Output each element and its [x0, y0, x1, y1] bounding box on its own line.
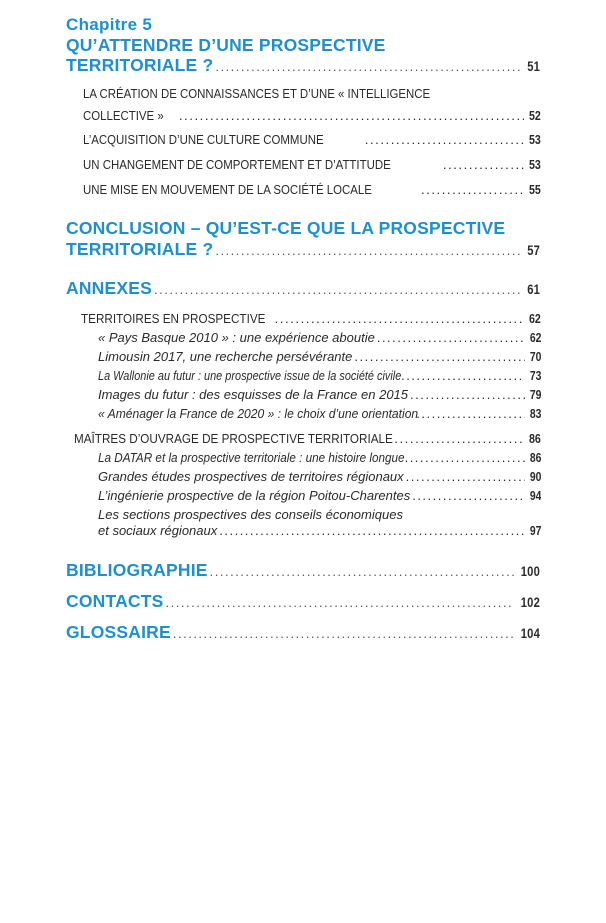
dot-leader — [377, 330, 525, 345]
annex-item-title-line1: Les sections prospectives des conseils économiques — [98, 507, 403, 522]
section-title: UN CHANGEMENT DE COMPORTEMENT ET D’ATTITUDE — [83, 157, 391, 172]
page-number: 94 — [529, 488, 541, 503]
conclusion-title-line2: TERRITORIALE ? — [66, 239, 214, 259]
section-title: UNE MISE EN MOUVEMENT DE LA SOCIÉTÉ LOCALE — [83, 182, 372, 197]
page-number: 83 — [529, 406, 541, 421]
section-title: COLLECTIVE » — [83, 108, 164, 123]
dot-leader — [215, 59, 522, 74]
page-number: 53 — [529, 157, 541, 172]
dot-leader — [275, 311, 525, 326]
toc-entry-annex-item[interactable] — [98, 469, 541, 484]
annexes-title: ANNEXES — [66, 278, 153, 298]
annex-item-title: Limousin 2017, une recherche persévérante — [98, 349, 353, 364]
dot-leader — [394, 431, 524, 446]
toc-entry-section[interactable] — [83, 182, 541, 197]
page-number: 62 — [529, 311, 541, 326]
annex-item-title: « Pays Basque 2010 » : une expérience aboutie — [98, 330, 375, 345]
toc-entry-annex-item[interactable] — [98, 450, 541, 465]
dot-leader — [406, 469, 525, 484]
toc-entry-chapter5[interactable] — [66, 55, 540, 76]
annex-item-title: Grandes études prospectives de territoires régionaux — [98, 469, 404, 484]
annex-item-title: Images du futur : des esquisses de la France en 2015 — [98, 387, 409, 402]
page-number: 102 — [520, 594, 540, 610]
toc-entry-contacts[interactable] — [66, 591, 540, 612]
toc-entry-conclusion[interactable] — [66, 239, 540, 260]
toc-entry-annex-group[interactable] — [74, 431, 541, 446]
dot-leader — [154, 282, 522, 297]
page-number: 57 — [527, 242, 540, 258]
dot-leader — [215, 243, 522, 258]
toc-entry-section[interactable] — [83, 132, 541, 147]
dot-leader — [210, 564, 514, 579]
toc-entry-annex-item[interactable] — [98, 488, 541, 503]
dot-leader — [173, 626, 514, 641]
toc-entry-annex-item[interactable] — [98, 387, 541, 402]
page-number: 73 — [529, 368, 541, 383]
page-number: 100 — [520, 563, 540, 579]
dot-leader — [405, 450, 525, 465]
page-number: 104 — [520, 625, 540, 641]
page-number: 97 — [529, 523, 541, 538]
toc-entry-section[interactable] — [83, 108, 541, 123]
page-number: 86 — [529, 450, 541, 465]
annex-group-title: TERRITOIRES EN PROSPECTIVE — [81, 311, 266, 326]
page-number: 70 — [529, 349, 541, 364]
dot-leader — [416, 406, 524, 421]
page-number: 86 — [529, 431, 541, 446]
page-number: 53 — [529, 132, 541, 147]
toc-entry-annex-group[interactable] — [81, 311, 541, 326]
annex-item-title: L’ingénierie prospective de la région Poitou-Charentes — [98, 488, 411, 503]
contacts-title: CONTACTS — [66, 591, 164, 611]
page-number: 55 — [529, 182, 541, 197]
annex-item-title: et sociaux régionaux — [98, 523, 218, 538]
annex-item-title: La Wallonie au futur : une prospective issue de la société civile — [98, 368, 402, 383]
toc-entry-section[interactable] — [83, 157, 541, 172]
dot-leader — [443, 157, 524, 172]
toc-entry-section-line1: LA CRÉATION DE CONNAISSANCES ET D’UNE « INTELLIGENCE — [83, 86, 431, 101]
chapter-title-line2: TERRITORIALE ? — [66, 55, 214, 75]
toc-entry-annex-item[interactable] — [98, 406, 541, 421]
page-number: 79 — [529, 387, 541, 402]
chapter-title-line1: QU’ATTENDRE D’UNE PROSPECTIVE — [66, 35, 386, 55]
bibliographie-title: BIBLIOGRAPHIE — [66, 560, 208, 580]
dot-leader — [354, 349, 524, 364]
toc-entry-annex-item[interactable] — [98, 368, 541, 383]
toc-entry-annexes[interactable] — [66, 278, 540, 299]
dot-leader — [421, 182, 524, 197]
dot-leader — [365, 132, 524, 147]
toc-entry-annex-item[interactable] — [98, 330, 541, 345]
toc-entry-bibliographie[interactable] — [66, 560, 540, 581]
page-number: 61 — [527, 281, 540, 297]
annex-item-title: La DATAR et la prospective territoriale : une histoire longue — [98, 450, 405, 465]
dot-leader — [179, 108, 524, 123]
page-number: 62 — [529, 330, 541, 345]
conclusion-title-line1: CONCLUSION – QU’EST-CE QUE LA PROSPECTIVE — [66, 218, 506, 238]
dot-leader — [401, 368, 524, 383]
annex-item-title: « Aménager la France de 2020 » : le choix d’une orientation — [98, 406, 419, 421]
chapter-label: Chapitre 5 — [66, 15, 153, 34]
page-number: 90 — [529, 469, 541, 484]
glossaire-title: GLOSSAIRE — [66, 622, 171, 642]
page-number: 52 — [529, 108, 541, 123]
section-title: L’ACQUISITION D’UNE CULTURE COMMUNE — [83, 132, 324, 147]
toc-entry-annex-item[interactable] — [98, 523, 541, 538]
dot-leader — [410, 387, 525, 402]
page-number: 51 — [527, 58, 540, 74]
dot-leader — [166, 595, 515, 610]
annex-group-title: MAÎTRES D’OUVRAGE DE PROSPECTIVE TERRITORIALE — [74, 431, 393, 446]
dot-leader — [412, 488, 524, 503]
dot-leader — [219, 523, 524, 538]
toc-entry-glossaire[interactable] — [66, 622, 540, 643]
toc-entry-annex-item[interactable] — [98, 349, 541, 364]
